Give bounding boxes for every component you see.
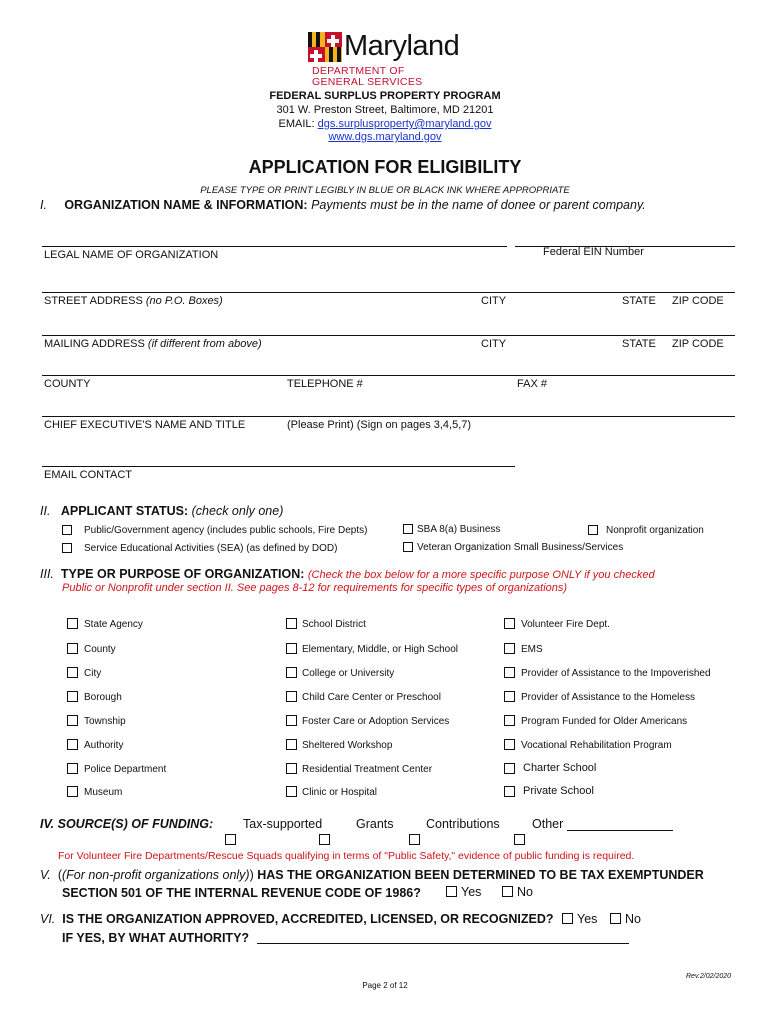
grants-checkbox[interactable] bbox=[319, 834, 330, 845]
section-5-question-2: SECTION 501 OF THE INTERNAL REVENUE CODE OF 1986? bbox=[62, 886, 421, 900]
funding-note: For Volunteer Fire Departments/Rescue Squads qualifying in terms of "Public Safety," evidence of public funding is required. bbox=[58, 850, 635, 862]
org-type-checkbox[interactable] bbox=[286, 763, 297, 774]
org-type-checkbox[interactable] bbox=[504, 618, 515, 629]
county-line[interactable] bbox=[42, 375, 735, 376]
other-line[interactable] bbox=[567, 830, 673, 831]
org-type-label: College or University bbox=[302, 668, 395, 679]
org-type-checkbox[interactable] bbox=[286, 715, 297, 726]
org-type-label: Museum bbox=[84, 787, 123, 798]
org-type-label: Private School bbox=[523, 785, 594, 797]
section-6-question-2: IF YES, BY WHAT AUTHORITY? bbox=[62, 931, 250, 945]
tax-exempt-yes-checkbox[interactable] bbox=[446, 886, 457, 897]
form-title: APPLICATION FOR ELIGIBILITY bbox=[248, 157, 522, 177]
logo-wordmark: Maryland bbox=[344, 30, 460, 62]
tax-exempt-yes-label: Yes bbox=[461, 885, 482, 899]
chief-line[interactable] bbox=[42, 416, 735, 417]
email-link[interactable]: dgs.surplusproperty@maryland.gov bbox=[317, 118, 492, 130]
org-type-label: Elementary, Middle, or High School bbox=[302, 644, 458, 655]
zip-label: ZIP CODE bbox=[672, 295, 724, 307]
org-type-label: City bbox=[84, 668, 102, 679]
org-type-label: Vocational Rehabilitation Program bbox=[521, 740, 672, 751]
org-type-label: EMS bbox=[521, 644, 543, 655]
section-5-question: V. ((For non-profit organizations only)) HAS THE ORGANIZATION BEEN DETERMINED TO BE TAX EXEMPTUNDER bbox=[40, 868, 704, 882]
program-name: FEDERAL SURPLUS PROPERTY PROGRAM bbox=[269, 90, 501, 102]
org-type-checkbox[interactable] bbox=[504, 786, 515, 797]
org-type-label: Provider of Assistance to the Impoverished bbox=[521, 668, 711, 679]
maryland-dgs-logo bbox=[308, 30, 478, 90]
org-type-label: Sheltered Workshop bbox=[302, 740, 393, 751]
org-type-checkbox[interactable] bbox=[67, 667, 78, 678]
tax-exempt-no-label: No bbox=[517, 885, 533, 899]
authority-line[interactable] bbox=[257, 943, 629, 944]
other-label: Other bbox=[532, 817, 564, 831]
other-checkbox[interactable] bbox=[514, 834, 525, 845]
org-type-checkbox[interactable] bbox=[286, 786, 297, 797]
section-3-note: Public or Nonprofit under section II. See pages 8-12 for requirements for specific types of organizations) bbox=[62, 582, 568, 594]
org-type-label: Borough bbox=[84, 692, 122, 703]
section-2-heading: II. APPLICANT STATUS: (check only one) bbox=[40, 504, 284, 518]
veteran-checkbox[interactable] bbox=[403, 542, 413, 552]
tax-supported-label: Tax-supported bbox=[243, 817, 323, 831]
org-type-label: Authority bbox=[84, 740, 124, 751]
sea-checkbox[interactable] bbox=[62, 543, 72, 553]
grants-label: Grants bbox=[356, 817, 394, 831]
org-type-label: Child Care Center or Preschool bbox=[302, 692, 441, 703]
mailing-city-label: CITY bbox=[481, 338, 507, 350]
nonprofit-checkbox[interactable] bbox=[588, 525, 598, 535]
form-instructions: PLEASE TYPE OR PRINT LEGIBLY IN BLUE OR BLACK INK WHERE APPROPRIATE bbox=[200, 185, 570, 196]
org-type-label: Residential Treatment Center bbox=[302, 764, 433, 775]
accredited-yes-label: Yes bbox=[577, 912, 598, 926]
org-type-label: State Agency bbox=[84, 619, 143, 630]
contributions-label: Contributions bbox=[426, 817, 500, 831]
legal-name-label: LEGAL NAME OF ORGANIZATION bbox=[44, 249, 219, 261]
section-4-heading: IV. SOURCE(S) OF FUNDING: bbox=[40, 817, 214, 831]
section-6-question: VI. IS THE ORGANIZATION APPROVED, ACCREDITED, LICENSED, OR RECOGNIZED? bbox=[40, 912, 554, 926]
veteran-label: Veteran Organization Small Business/Services bbox=[417, 542, 624, 553]
legal-name-line[interactable] bbox=[42, 246, 507, 247]
program-address: 301 W. Preston Street, Baltimore, MD 21201 bbox=[276, 104, 494, 116]
accredited-yes-checkbox[interactable] bbox=[562, 913, 573, 924]
org-type-checkbox[interactable] bbox=[67, 715, 78, 726]
program-email: EMAIL: dgs.surplusproperty@maryland.gov bbox=[278, 118, 492, 130]
nonprofit-label: Nonprofit organization bbox=[606, 525, 704, 536]
mailing-line[interactable] bbox=[42, 335, 735, 336]
org-type-checkbox[interactable] bbox=[67, 739, 78, 750]
org-type-checkbox[interactable] bbox=[286, 643, 297, 654]
chief-label: CHIEF EXECUTIVE'S NAME AND TITLE bbox=[44, 419, 246, 431]
logo-department: DEPARTMENT OF GENERAL SERVICES bbox=[312, 65, 423, 88]
website-link[interactable]: www.dgs.maryland.gov bbox=[328, 131, 442, 143]
revision-date: Rev.2/02/2020 bbox=[686, 973, 732, 980]
tax-exempt-no-checkbox[interactable] bbox=[502, 886, 513, 897]
org-type-checkbox[interactable] bbox=[504, 739, 515, 750]
mailing-state-label: STATE bbox=[622, 338, 656, 350]
org-type-checkbox[interactable] bbox=[67, 786, 78, 797]
org-type-label: Police Department bbox=[84, 764, 167, 775]
org-type-checkbox[interactable] bbox=[504, 643, 515, 654]
org-type-label: School District bbox=[302, 619, 366, 630]
program-website bbox=[0, 131, 770, 143]
org-type-checkbox[interactable] bbox=[504, 691, 515, 702]
org-type-label: Provider of Assistance to the Homeless bbox=[521, 692, 695, 703]
ein-label: Federal EIN Number bbox=[543, 246, 644, 258]
tax-supported-checkbox[interactable] bbox=[225, 834, 236, 845]
org-type-label: Program Funded for Older Americans bbox=[521, 716, 688, 727]
org-type-label: County bbox=[84, 644, 116, 655]
fax-label: FAX # bbox=[517, 378, 547, 390]
org-type-checkbox[interactable] bbox=[286, 618, 297, 629]
maryland-flag-icon bbox=[308, 32, 342, 62]
org-type-checkbox[interactable] bbox=[504, 763, 515, 774]
org-type-checkbox[interactable] bbox=[67, 691, 78, 702]
contributions-checkbox[interactable] bbox=[409, 834, 420, 845]
sea-label: Service Educational Activities (SEA) (as defined by DOD) bbox=[84, 543, 338, 554]
email-contact-label: EMAIL CONTACT bbox=[44, 469, 133, 481]
accredited-no-checkbox[interactable] bbox=[610, 913, 621, 924]
accredited-no-label: No bbox=[625, 912, 641, 926]
org-type-checkbox[interactable] bbox=[286, 739, 297, 750]
mailing-label: MAILING ADDRESS (if different from above) bbox=[44, 338, 262, 350]
org-type-checkbox[interactable] bbox=[504, 667, 515, 678]
org-type-label: Volunteer Fire Dept. bbox=[521, 619, 610, 630]
public-agency-checkbox[interactable] bbox=[62, 525, 72, 535]
org-type-label: Township bbox=[84, 716, 126, 727]
sba-checkbox[interactable] bbox=[403, 524, 413, 534]
section-1-heading: I. ORGANIZATION NAME & INFORMATION: Payments must be in the name of donee or parent company. bbox=[40, 198, 646, 212]
telephone-label: TELEPHONE # bbox=[287, 378, 363, 390]
street-label: STREET ADDRESS (no P.O. Boxes) bbox=[44, 295, 223, 307]
org-type-label: Clinic or Hospital bbox=[302, 787, 378, 798]
org-type-checkbox[interactable] bbox=[67, 763, 78, 774]
county-label: COUNTY bbox=[44, 378, 91, 390]
city-label: CITY bbox=[481, 295, 507, 307]
page-number: Page 2 of 12 bbox=[362, 981, 408, 990]
org-type-checkbox[interactable] bbox=[286, 667, 297, 678]
chief-note: (Please Print) (Sign on pages 3,4,5,7) bbox=[287, 419, 472, 431]
mailing-zip-label: ZIP CODE bbox=[672, 338, 724, 350]
org-type-checkbox[interactable] bbox=[67, 643, 78, 654]
street-line[interactable] bbox=[42, 292, 735, 293]
org-type-checkbox[interactable] bbox=[67, 618, 78, 629]
sba-label: SBA 8(a) Business bbox=[417, 524, 501, 535]
org-type-checkbox[interactable] bbox=[504, 715, 515, 726]
section-3-heading: III. TYPE OR PURPOSE OF ORGANIZATION: (Check the box below for a more specific purpose ONLY if you checked bbox=[40, 567, 655, 581]
org-type-checkbox[interactable] bbox=[286, 691, 297, 702]
org-type-label: Charter School bbox=[523, 762, 597, 774]
org-type-label: Foster Care or Adoption Services bbox=[302, 716, 450, 727]
email-contact-line[interactable] bbox=[42, 466, 515, 467]
public-agency-label: Public/Government agency (includes public schools, Fire Depts) bbox=[84, 525, 368, 536]
state-label: STATE bbox=[622, 295, 656, 307]
